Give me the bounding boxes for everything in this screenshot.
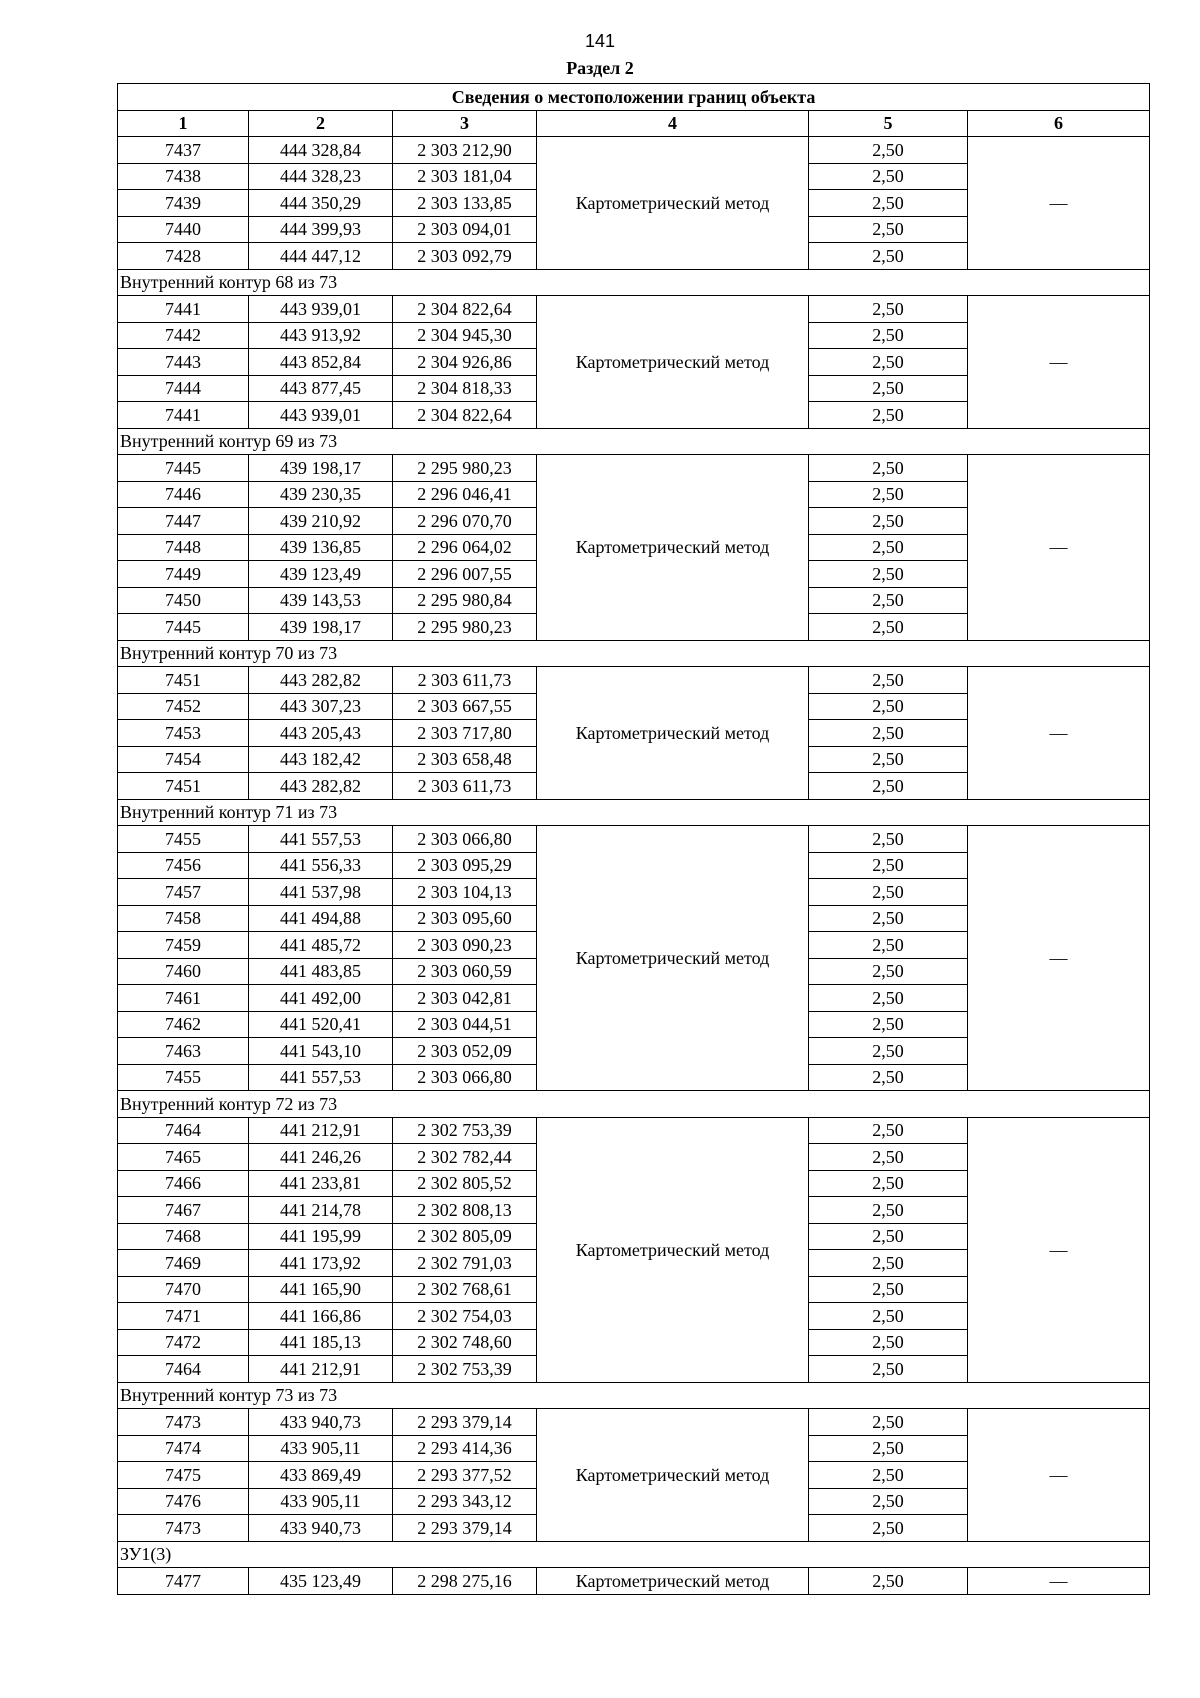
accuracy-cell: 2,50 (809, 163, 968, 190)
y-coordinate-cell: 2 303 090,23 (393, 932, 537, 959)
point-number-cell: 7447 (118, 508, 249, 535)
y-coordinate-cell: 2 296 070,70 (393, 508, 537, 535)
y-coordinate-cell: 2 302 791,03 (393, 1250, 537, 1277)
contour-row (118, 428, 1150, 455)
y-coordinate-cell: 2 303 092,79 (393, 243, 537, 270)
section-title: Раздел 2 (566, 58, 634, 78)
accuracy-cell: 2,50 (809, 481, 968, 508)
accuracy-cell: 2,50 (809, 402, 968, 429)
y-coordinate-cell: 2 302 782,44 (393, 1144, 537, 1171)
y-coordinate-cell: 2 303 611,73 (393, 667, 537, 694)
point-number-cell: 7455 (118, 1064, 249, 1091)
accuracy-cell: 2,50 (809, 349, 968, 376)
y-coordinate-cell: 2 303 095,60 (393, 905, 537, 932)
table-row (118, 296, 1150, 323)
point-number-cell: 7450 (118, 587, 249, 614)
x-coordinate-cell: 441 483,85 (249, 958, 393, 985)
y-coordinate-cell: 2 293 377,52 (393, 1462, 537, 1489)
point-number-cell: 7460 (118, 958, 249, 985)
x-coordinate-cell: 441 195,99 (249, 1223, 393, 1250)
contour-row (118, 1091, 1150, 1118)
point-number-cell: 7454 (118, 746, 249, 773)
accuracy-cell: 2,50 (809, 1276, 968, 1303)
y-coordinate-cell: 2 293 379,14 (393, 1515, 537, 1542)
x-coordinate-cell: 443 877,45 (249, 375, 393, 402)
y-coordinate-cell: 2 295 980,84 (393, 587, 537, 614)
column-6-cell: — (968, 1568, 1150, 1595)
y-coordinate-cell: 2 302 808,13 (393, 1197, 537, 1224)
column-number: 6 (968, 110, 1150, 137)
x-coordinate-cell: 433 905,11 (249, 1488, 393, 1515)
point-number-cell: 7473 (118, 1409, 249, 1436)
x-coordinate-cell: 435 123,49 (249, 1568, 393, 1595)
column-6-cell: — (968, 667, 1150, 800)
y-coordinate-cell: 2 304 926,86 (393, 349, 537, 376)
point-number-cell: 7459 (118, 932, 249, 959)
table-row (118, 1409, 1150, 1436)
x-coordinate-cell: 443 282,82 (249, 773, 393, 800)
accuracy-cell: 2,50 (809, 1144, 968, 1171)
y-coordinate-cell: 2 304 822,64 (393, 296, 537, 323)
accuracy-cell: 2,50 (809, 693, 968, 720)
contour-row (118, 269, 1150, 296)
x-coordinate-cell: 441 520,41 (249, 1011, 393, 1038)
point-number-cell: 7474 (118, 1435, 249, 1462)
y-coordinate-cell: 2 302 805,09 (393, 1223, 537, 1250)
accuracy-cell: 2,50 (809, 879, 968, 906)
accuracy-cell: 2,50 (809, 137, 968, 164)
x-coordinate-cell: 433 940,73 (249, 1515, 393, 1542)
point-number-cell: 7445 (118, 614, 249, 641)
table-row (118, 455, 1150, 482)
x-coordinate-cell: 439 210,92 (249, 508, 393, 535)
y-coordinate-cell: 2 302 753,39 (393, 1117, 537, 1144)
x-coordinate-cell: 444 328,84 (249, 137, 393, 164)
method-cell: Картометрический метод (537, 137, 809, 270)
y-coordinate-cell: 2 302 753,39 (393, 1356, 537, 1383)
x-coordinate-cell: 441 246,26 (249, 1144, 393, 1171)
y-coordinate-cell: 2 293 343,12 (393, 1488, 537, 1515)
y-coordinate-cell: 2 303 052,09 (393, 1038, 537, 1065)
y-coordinate-cell: 2 304 822,64 (393, 402, 537, 429)
column-6-cell: — (968, 826, 1150, 1091)
accuracy-cell: 2,50 (809, 322, 968, 349)
method-cell: Картометрический метод (537, 1117, 809, 1382)
point-number-cell: 7451 (118, 667, 249, 694)
accuracy-cell: 2,50 (809, 1515, 968, 1542)
accuracy-cell: 2,50 (809, 1409, 968, 1436)
table-row (118, 137, 1150, 164)
x-coordinate-cell: 439 198,17 (249, 455, 393, 482)
column-number: 3 (393, 110, 537, 137)
point-number-cell: 7453 (118, 720, 249, 747)
point-number-cell: 7443 (118, 349, 249, 376)
contour-label: Внутренний контур 70 из 73 (118, 640, 1150, 667)
column-number: 4 (537, 110, 809, 137)
column-6-cell: — (968, 1117, 1150, 1382)
accuracy-cell: 2,50 (809, 1223, 968, 1250)
point-number-cell: 7468 (118, 1223, 249, 1250)
contour-row (118, 640, 1150, 667)
point-number-cell: 7448 (118, 534, 249, 561)
y-coordinate-cell: 2 304 945,30 (393, 322, 537, 349)
point-number-cell: 7473 (118, 1515, 249, 1542)
accuracy-cell: 2,50 (809, 561, 968, 588)
point-number-cell: 7464 (118, 1356, 249, 1383)
x-coordinate-cell: 441 494,88 (249, 905, 393, 932)
x-coordinate-cell: 441 556,33 (249, 852, 393, 879)
x-coordinate-cell: 441 543,10 (249, 1038, 393, 1065)
point-number-cell: 7444 (118, 375, 249, 402)
y-coordinate-cell: 2 303 060,59 (393, 958, 537, 985)
boundary-table (117, 83, 1150, 1595)
contour-label: Внутренний контур 72 из 73 (118, 1091, 1150, 1118)
accuracy-cell: 2,50 (809, 375, 968, 402)
accuracy-cell: 2,50 (809, 1064, 968, 1091)
accuracy-cell: 2,50 (809, 1250, 968, 1277)
y-coordinate-cell: 2 302 768,61 (393, 1276, 537, 1303)
column-6-cell: — (968, 296, 1150, 429)
column-number: 2 (249, 110, 393, 137)
accuracy-cell: 2,50 (809, 1038, 968, 1065)
x-coordinate-cell: 439 123,49 (249, 561, 393, 588)
y-coordinate-cell: 2 303 094,01 (393, 216, 537, 243)
x-coordinate-cell: 441 165,90 (249, 1276, 393, 1303)
table-row (118, 1568, 1150, 1595)
point-number-cell: 7466 (118, 1170, 249, 1197)
x-coordinate-cell: 433 869,49 (249, 1462, 393, 1489)
point-number-cell: 7441 (118, 296, 249, 323)
point-number-cell: 7452 (118, 693, 249, 720)
method-cell: Картометрический метод (537, 455, 809, 641)
point-number-cell: 7441 (118, 402, 249, 429)
x-coordinate-cell: 443 182,42 (249, 746, 393, 773)
x-coordinate-cell: 433 905,11 (249, 1435, 393, 1462)
x-coordinate-cell: 444 350,29 (249, 190, 393, 217)
contour-row (118, 1541, 1150, 1568)
accuracy-cell: 2,50 (809, 667, 968, 694)
x-coordinate-cell: 441 173,92 (249, 1250, 393, 1277)
x-coordinate-cell: 443 307,23 (249, 693, 393, 720)
contour-label: Внутренний контур 71 из 73 (118, 799, 1150, 826)
x-coordinate-cell: 439 230,35 (249, 481, 393, 508)
y-coordinate-cell: 2 296 064,02 (393, 534, 537, 561)
accuracy-cell: 2,50 (809, 958, 968, 985)
contour-row (118, 1382, 1150, 1409)
x-coordinate-cell: 443 282,82 (249, 667, 393, 694)
point-number-cell: 7470 (118, 1276, 249, 1303)
x-coordinate-cell: 441 233,81 (249, 1170, 393, 1197)
column-number: 1 (118, 110, 249, 137)
y-coordinate-cell: 2 303 667,55 (393, 693, 537, 720)
contour-label: Внутренний контур 73 из 73 (118, 1382, 1150, 1409)
point-number-cell: 7469 (118, 1250, 249, 1277)
contour-label: ЗУ1(3) (118, 1541, 1150, 1568)
x-coordinate-cell: 443 205,43 (249, 720, 393, 747)
y-coordinate-cell: 2 303 611,73 (393, 773, 537, 800)
y-coordinate-cell: 2 303 095,29 (393, 852, 537, 879)
y-coordinate-cell: 2 303 066,80 (393, 826, 537, 853)
x-coordinate-cell: 441 185,13 (249, 1329, 393, 1356)
accuracy-cell: 2,50 (809, 1329, 968, 1356)
x-coordinate-cell: 441 492,00 (249, 985, 393, 1012)
y-coordinate-cell: 2 304 818,33 (393, 375, 537, 402)
point-number-cell: 7457 (118, 879, 249, 906)
x-coordinate-cell: 441 557,53 (249, 1064, 393, 1091)
point-number-cell: 7451 (118, 773, 249, 800)
point-number-cell: 7458 (118, 905, 249, 932)
y-coordinate-cell: 2 303 044,51 (393, 1011, 537, 1038)
method-cell: Картометрический метод (537, 826, 809, 1091)
contour-label: Внутренний контур 68 из 73 (118, 269, 1150, 296)
column-number: 5 (809, 110, 968, 137)
point-number-cell: 7464 (118, 1117, 249, 1144)
y-coordinate-cell: 2 296 007,55 (393, 561, 537, 588)
point-number-cell: 7475 (118, 1462, 249, 1489)
accuracy-cell: 2,50 (809, 534, 968, 561)
accuracy-cell: 2,50 (809, 852, 968, 879)
x-coordinate-cell: 443 852,84 (249, 349, 393, 376)
point-number-cell: 7442 (118, 322, 249, 349)
column-6-cell: — (968, 137, 1150, 270)
x-coordinate-cell: 441 212,91 (249, 1117, 393, 1144)
accuracy-cell: 2,50 (809, 587, 968, 614)
column-6-cell: — (968, 455, 1150, 641)
accuracy-cell: 2,50 (809, 985, 968, 1012)
table-body (118, 137, 1150, 1595)
x-coordinate-cell: 443 939,01 (249, 402, 393, 429)
x-coordinate-cell: 441 214,78 (249, 1197, 393, 1224)
point-number-cell: 7472 (118, 1329, 249, 1356)
y-coordinate-cell: 2 303 066,80 (393, 1064, 537, 1091)
table-row (118, 1117, 1150, 1144)
column-number-row (118, 110, 1150, 137)
y-coordinate-cell: 2 303 042,81 (393, 985, 537, 1012)
y-coordinate-cell: 2 303 181,04 (393, 163, 537, 190)
point-number-cell: 7440 (118, 216, 249, 243)
accuracy-cell: 2,50 (809, 746, 968, 773)
contour-label: Внутренний контур 69 из 73 (118, 428, 1150, 455)
method-cell: Картометрический метод (537, 296, 809, 429)
accuracy-cell: 2,50 (809, 905, 968, 932)
accuracy-cell: 2,50 (809, 508, 968, 535)
x-coordinate-cell: 444 328,23 (249, 163, 393, 190)
y-coordinate-cell: 2 303 104,13 (393, 879, 537, 906)
point-number-cell: 7438 (118, 163, 249, 190)
y-coordinate-cell: 2 303 658,48 (393, 746, 537, 773)
y-coordinate-cell: 2 303 717,80 (393, 720, 537, 747)
table-row (118, 826, 1150, 853)
y-coordinate-cell: 2 302 754,03 (393, 1303, 537, 1330)
x-coordinate-cell: 441 557,53 (249, 826, 393, 853)
table-caption-row (118, 84, 1150, 111)
y-coordinate-cell: 2 295 980,23 (393, 455, 537, 482)
accuracy-cell: 2,50 (809, 1435, 968, 1462)
x-coordinate-cell: 444 399,93 (249, 216, 393, 243)
accuracy-cell: 2,50 (809, 1011, 968, 1038)
point-number-cell: 7437 (118, 137, 249, 164)
point-number-cell: 7439 (118, 190, 249, 217)
accuracy-cell: 2,50 (809, 1462, 968, 1489)
point-number-cell: 7462 (118, 1011, 249, 1038)
y-coordinate-cell: 2 302 805,52 (393, 1170, 537, 1197)
accuracy-cell: 2,50 (809, 1197, 968, 1224)
method-cell: Картометрический метод (537, 1409, 809, 1542)
method-cell: Картометрический метод (537, 1568, 809, 1595)
accuracy-cell: 2,50 (809, 190, 968, 217)
y-coordinate-cell: 2 298 275,16 (393, 1568, 537, 1595)
point-number-cell: 7477 (118, 1568, 249, 1595)
accuracy-cell: 2,50 (809, 826, 968, 853)
accuracy-cell: 2,50 (809, 1117, 968, 1144)
point-number-cell: 7445 (118, 455, 249, 482)
x-coordinate-cell: 441 166,86 (249, 1303, 393, 1330)
x-coordinate-cell: 439 198,17 (249, 614, 393, 641)
point-number-cell: 7461 (118, 985, 249, 1012)
x-coordinate-cell: 441 485,72 (249, 932, 393, 959)
x-coordinate-cell: 439 143,53 (249, 587, 393, 614)
accuracy-cell: 2,50 (809, 1356, 968, 1383)
y-coordinate-cell: 2 293 414,36 (393, 1435, 537, 1462)
accuracy-cell: 2,50 (809, 614, 968, 641)
point-number-cell: 7467 (118, 1197, 249, 1224)
x-coordinate-cell: 441 537,98 (249, 879, 393, 906)
point-number-cell: 7455 (118, 826, 249, 853)
accuracy-cell: 2,50 (809, 243, 968, 270)
point-number-cell: 7465 (118, 1144, 249, 1171)
point-number-cell: 7463 (118, 1038, 249, 1065)
point-number-cell: 7449 (118, 561, 249, 588)
accuracy-cell: 2,50 (809, 216, 968, 243)
accuracy-cell: 2,50 (809, 455, 968, 482)
accuracy-cell: 2,50 (809, 932, 968, 959)
accuracy-cell: 2,50 (809, 1303, 968, 1330)
y-coordinate-cell: 2 295 980,23 (393, 614, 537, 641)
y-coordinate-cell: 2 303 212,90 (393, 137, 537, 164)
accuracy-cell: 2,50 (809, 720, 968, 747)
x-coordinate-cell: 433 940,73 (249, 1409, 393, 1436)
point-number-cell: 7476 (118, 1488, 249, 1515)
x-coordinate-cell: 444 447,12 (249, 243, 393, 270)
point-number-cell: 7446 (118, 481, 249, 508)
accuracy-cell: 2,50 (809, 1170, 968, 1197)
x-coordinate-cell: 443 939,01 (249, 296, 393, 323)
point-number-cell: 7428 (118, 243, 249, 270)
y-coordinate-cell: 2 303 133,85 (393, 190, 537, 217)
accuracy-cell: 2,50 (809, 1568, 968, 1595)
x-coordinate-cell: 439 136,85 (249, 534, 393, 561)
accuracy-cell: 2,50 (809, 773, 968, 800)
point-number-cell: 7456 (118, 852, 249, 879)
method-cell: Картометрический метод (537, 667, 809, 800)
table-caption: Сведения о местоположении границ объекта (118, 84, 1150, 111)
page-number: 141 (584, 31, 616, 51)
accuracy-cell: 2,50 (809, 1488, 968, 1515)
contour-row (118, 799, 1150, 826)
table-row (118, 667, 1150, 694)
accuracy-cell: 2,50 (809, 296, 968, 323)
point-number-cell: 7471 (118, 1303, 249, 1330)
y-coordinate-cell: 2 293 379,14 (393, 1409, 537, 1436)
x-coordinate-cell: 443 913,92 (249, 322, 393, 349)
x-coordinate-cell: 441 212,91 (249, 1356, 393, 1383)
column-6-cell: — (968, 1409, 1150, 1542)
y-coordinate-cell: 2 296 046,41 (393, 481, 537, 508)
y-coordinate-cell: 2 302 748,60 (393, 1329, 537, 1356)
